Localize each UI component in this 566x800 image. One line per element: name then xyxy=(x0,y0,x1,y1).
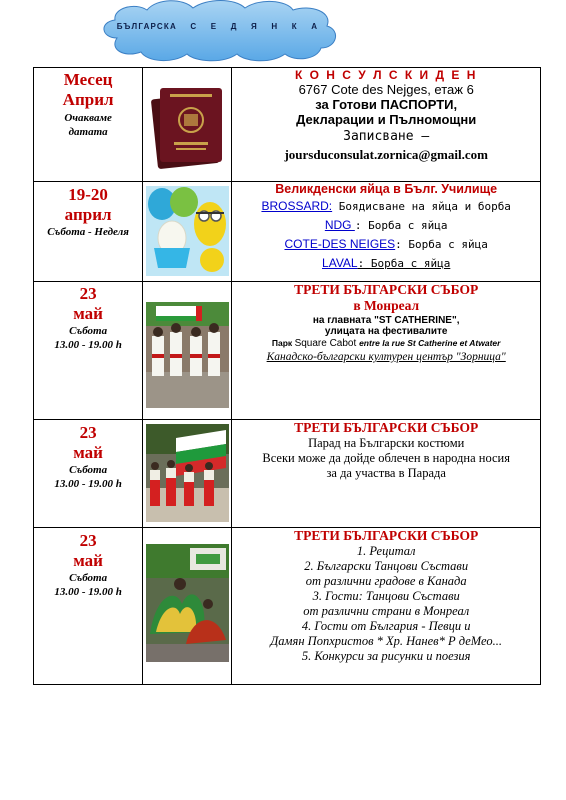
event-title: К О Н С У Л С К И Д Е Н xyxy=(294,68,478,82)
banner-title: БЪЛГАРСКА С Е Д Я Н К А xyxy=(116,22,319,31)
passport-photo xyxy=(146,78,229,178)
event-details xyxy=(232,68,541,182)
program-item: Дамян Попхристов * Хр. Нанев* Р деМео... xyxy=(270,634,502,648)
date-cell xyxy=(34,528,143,685)
date-note: Събота xyxy=(69,464,108,476)
date-note: Събота - Неделя xyxy=(47,226,129,238)
program-item: 3. Гости: Танцови Състави xyxy=(312,589,460,603)
item-text: : Борба с яйца xyxy=(395,238,488,251)
program-item: от различни градове в Канада xyxy=(305,574,467,588)
date-line: 19-20 xyxy=(68,185,108,204)
organizer-link[interactable]: Канадско-български културен център "Зорница" xyxy=(266,351,506,363)
date-line: 23 xyxy=(79,423,97,442)
event-line: Всеки може да дойде облечен в народна носия xyxy=(262,451,510,465)
events-table xyxy=(33,67,541,685)
event-line: Записване – xyxy=(343,129,430,144)
event-line: за Готови ПАСПОРТИ, xyxy=(315,97,458,112)
image-cell xyxy=(143,68,232,182)
event-details xyxy=(232,182,541,282)
item-text: : Борба с яйца xyxy=(357,257,451,270)
image-cell xyxy=(143,420,232,528)
date-line: май xyxy=(73,551,103,570)
date-note: 13.00 - 19.00 h xyxy=(54,478,122,490)
park-prefix: Парк xyxy=(271,338,295,348)
program-item: 2. Български Танцови Състави xyxy=(304,559,469,573)
date-note: Събота xyxy=(69,325,108,337)
date-cell xyxy=(34,68,143,182)
date-note: 13.00 - 19.00 h xyxy=(54,339,122,351)
date-line: май xyxy=(73,443,103,462)
item-place-link[interactable]: BROSSARD: xyxy=(261,199,333,213)
date-note: Очакваме xyxy=(64,112,112,124)
program-item: 5. Конкурси за рисунки и поезия xyxy=(301,649,471,663)
image-cell xyxy=(143,282,232,420)
event-details xyxy=(232,528,541,685)
table-row xyxy=(34,420,541,528)
item-text: : Борба с яйца xyxy=(354,219,448,232)
program-item: от различни страни в Монреал xyxy=(303,604,470,618)
event-details xyxy=(232,282,541,420)
date-note: 13.00 - 19.00 h xyxy=(54,586,122,598)
table-row xyxy=(34,68,541,182)
date-line: Април xyxy=(62,90,114,109)
image-cell xyxy=(143,182,232,282)
event-address: 6767 Cote des Nejges, етаж 6 xyxy=(298,82,474,97)
folk-dancers-photo xyxy=(146,302,229,408)
easter-eggs-photo xyxy=(146,186,229,276)
program-item: 1. Рецитал xyxy=(356,544,416,558)
cloud-shape xyxy=(95,0,340,62)
email-link[interactable]: joursduconsulat.zornica@gmail.com xyxy=(284,147,488,162)
event-line: Парад на Български костюми xyxy=(308,436,465,450)
item-place-link[interactable]: LAVAL xyxy=(322,256,358,270)
date-note: датата xyxy=(68,126,108,138)
event-title: Великденски яйца в Бълг. Училище xyxy=(275,182,498,196)
item-place-link[interactable]: COTE-DES NEIGES xyxy=(284,237,396,251)
event-park xyxy=(232,338,540,349)
event-title: ТРЕТИ БЪЛГАРСКИ СЪБОР xyxy=(294,420,479,435)
park-location: entre la rue St Catherine et Atwater xyxy=(359,338,501,348)
program-item: 4. Гости от България - Певци и xyxy=(301,619,471,633)
table-row xyxy=(34,528,541,685)
dancers-skirts-photo xyxy=(146,544,229,662)
date-cell xyxy=(34,282,143,420)
date-cell xyxy=(34,182,143,282)
date-line: 23 xyxy=(79,531,97,550)
table-row xyxy=(34,282,541,420)
event-line: улицата на фестивалите xyxy=(324,326,448,337)
date-line: май xyxy=(73,304,103,323)
date-line: април xyxy=(64,205,112,224)
date-line: 23 xyxy=(79,284,97,303)
event-item xyxy=(232,256,540,271)
table-row xyxy=(34,182,541,282)
event-title: ТРЕТИ БЪЛГАРСКИ СЪБОР xyxy=(294,528,479,543)
event-title: ТРЕТИ БЪЛГАРСКИ СЪБОР xyxy=(294,282,479,297)
event-line: за да участва в Парада xyxy=(326,466,446,480)
event-subtitle: в Монреал xyxy=(353,298,420,313)
event-line: на главната "ST CATHERINE", xyxy=(312,315,460,326)
event-item xyxy=(232,218,540,233)
date-line: Месец xyxy=(63,70,113,89)
date-note: Събота xyxy=(69,572,108,584)
event-details xyxy=(232,420,541,528)
header-cloud-banner xyxy=(95,0,340,62)
item-place-link[interactable]: NDG xyxy=(324,218,355,232)
event-item xyxy=(232,199,540,214)
event-line: Декларации и Пълномощни xyxy=(296,112,477,127)
item-text: Боядисване на яйца и борба xyxy=(332,200,511,213)
event-item xyxy=(232,237,540,252)
date-cell xyxy=(34,420,143,528)
image-cell xyxy=(143,528,232,685)
park-name: Square Cabot xyxy=(294,338,360,349)
parade-flag-photo xyxy=(146,424,229,522)
